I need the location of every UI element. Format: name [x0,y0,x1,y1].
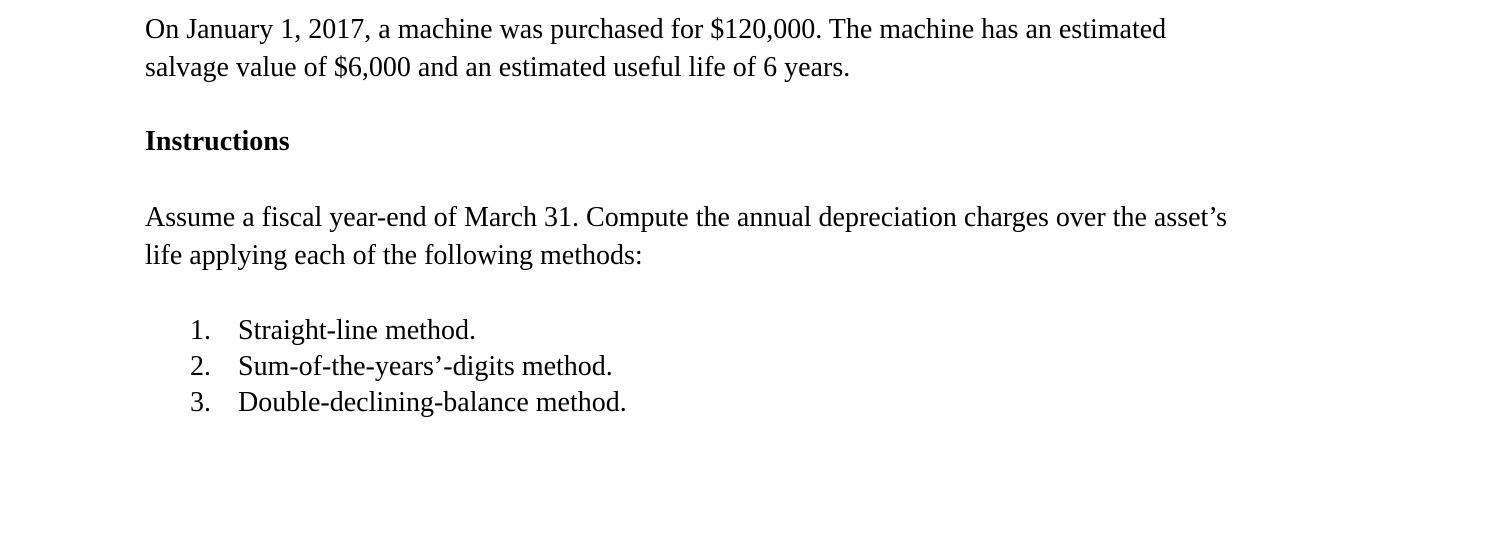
problem-statement-line-1: On January 1, 2017, a machine was purchased for $120,000. The machine has an estimated [145,14,1167,45]
list-item-number: 3. [190,387,211,418]
list-item-label: Sum-of-the-years’-digits method. [238,351,613,382]
list-item [145,349,1465,385]
methods-list [145,313,1465,421]
instructions-text [145,199,1465,275]
list-item [145,313,1465,349]
document-body [145,11,1465,421]
instructions-text-line-1: Assume a fiscal year-end of March 31. Compute the annual depreciation charges over the asset’s [145,202,1227,233]
list-item-label: Straight-line method. [238,315,476,346]
instructions-text-line-2: life applying each of the following methods: [145,240,643,271]
problem-statement [145,11,1465,87]
list-item [145,385,1465,421]
list-item-number: 2. [190,351,211,382]
list-item-label: Double-declining-balance method. [238,387,627,418]
list-item-number: 1. [190,315,211,346]
instructions-heading: Instructions [145,126,290,157]
problem-statement-line-2: salvage value of $6,000 and an estimated useful life of 6 years. [145,52,851,83]
